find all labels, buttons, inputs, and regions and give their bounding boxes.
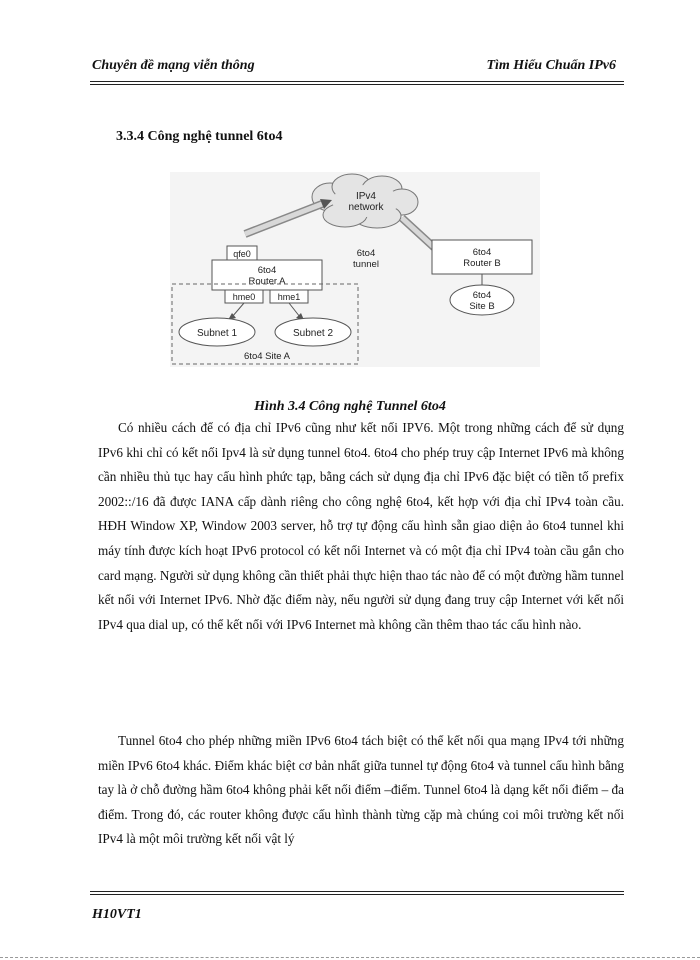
subnet-1-label: Subnet 1	[196, 328, 238, 339]
subnet-2-label: Subnet 2	[292, 328, 334, 339]
router-b-label-1: 6to4	[472, 247, 492, 258]
tunnel-label-2: tunnel	[353, 259, 379, 270]
hme1-label: hme1	[277, 292, 301, 302]
figure-caption: Hình 3.4 Công nghệ Tunnel 6to4	[254, 399, 446, 414]
cloud-label-1: IPv4	[355, 191, 377, 202]
qfe0-label: qfe0	[233, 249, 251, 259]
header-rule-bottom	[90, 84, 624, 85]
router-a-label-1: 6to4	[257, 265, 277, 276]
header-rule-top	[90, 81, 624, 82]
router-a-label-2: Router A	[248, 276, 286, 287]
cloud-label-2: network	[348, 202, 384, 213]
paragraph-1: Có nhiều cách để có địa chỉ IPv6 cũng như kết nối IPV6. Một trong những cách để sử dụng IPv6 khi chỉ có kết nối Ipv4 là sử dụng tunnel 6to4. 6to4 cho phép truy cập Internet IPv6 mà không cần nhiều thủ tục hay cấu hình phức tạp, bằng cách sử dụng địa chỉ IPv6 đặc biệt có tiền tố prefix 2002::/16 đã được IANA cấp dành riêng cho công nghệ 6to4, kết hợp với địa chỉ IPv4 toàn cầu. HĐH Window XP, Window 2003 server, hỗ trợ tự động cấu hình sẵn giao diện ảo 6to4 tunnel khi máy tính được kích hoạt IPv6 protocol có kết nối Internet và có một địa chỉ IPv4 toàn cầu gắn cho card mạng. Người sử dụng không cần thiết phải thực hiện thao tác nào để có một đường hầm tunnel kết nối với Internet IPv6. Nhờ đặc điểm này, nếu người sử dụng đang truy cập Internet với kết nối IPv4 qua dial up, có thể kết nối với IPv6 Internet mà không cần thêm thao tác cấu hình nào.	[98, 420, 624, 632]
site-b-label-2: Site B	[469, 301, 495, 312]
site-b-label-1: 6to4	[472, 290, 492, 301]
footer-label: H10VT1	[92, 907, 142, 922]
paragraph-2: Tunnel 6to4 cho phép những miền IPv6 6to4 tách biệt có thể kết nối qua mạng IPv4 tới những miền IPv6 6to4 khác. Điểm khác biệt cơ bản nhất giữa tunnel tự động 6to4 và tunnel cấu hình bằng tay là ở chỗ đường hầm 6to4 không phải kết nối điểm –điểm. Tunnel 6to4 là dạng kết nối điểm – đa điểm. Trong đó, các router không được cấu hình thành từng cặp mà chúng coi môi trường kết nối IPv4 là một môi trường kết nối vật lý	[98, 733, 624, 847]
tunnel-label-1: 6to4	[356, 248, 376, 259]
figure-6to4-diagram	[170, 172, 540, 367]
hme0-label: hme0	[232, 292, 256, 302]
page-bottom-dashed-line	[0, 957, 700, 958]
header-right: Tìm Hiểu Chuẩn IPv6	[486, 58, 616, 73]
section-title: 3.3.4 Công nghệ tunnel 6to4	[116, 129, 283, 144]
header-left: Chuyên đề mạng viễn thông	[92, 58, 255, 73]
site-a-label: 6to4 Site A	[244, 351, 290, 362]
footer-rule-bottom	[90, 894, 624, 895]
router-b-label-2: Router B	[463, 258, 501, 269]
footer-rule-top	[90, 891, 624, 892]
